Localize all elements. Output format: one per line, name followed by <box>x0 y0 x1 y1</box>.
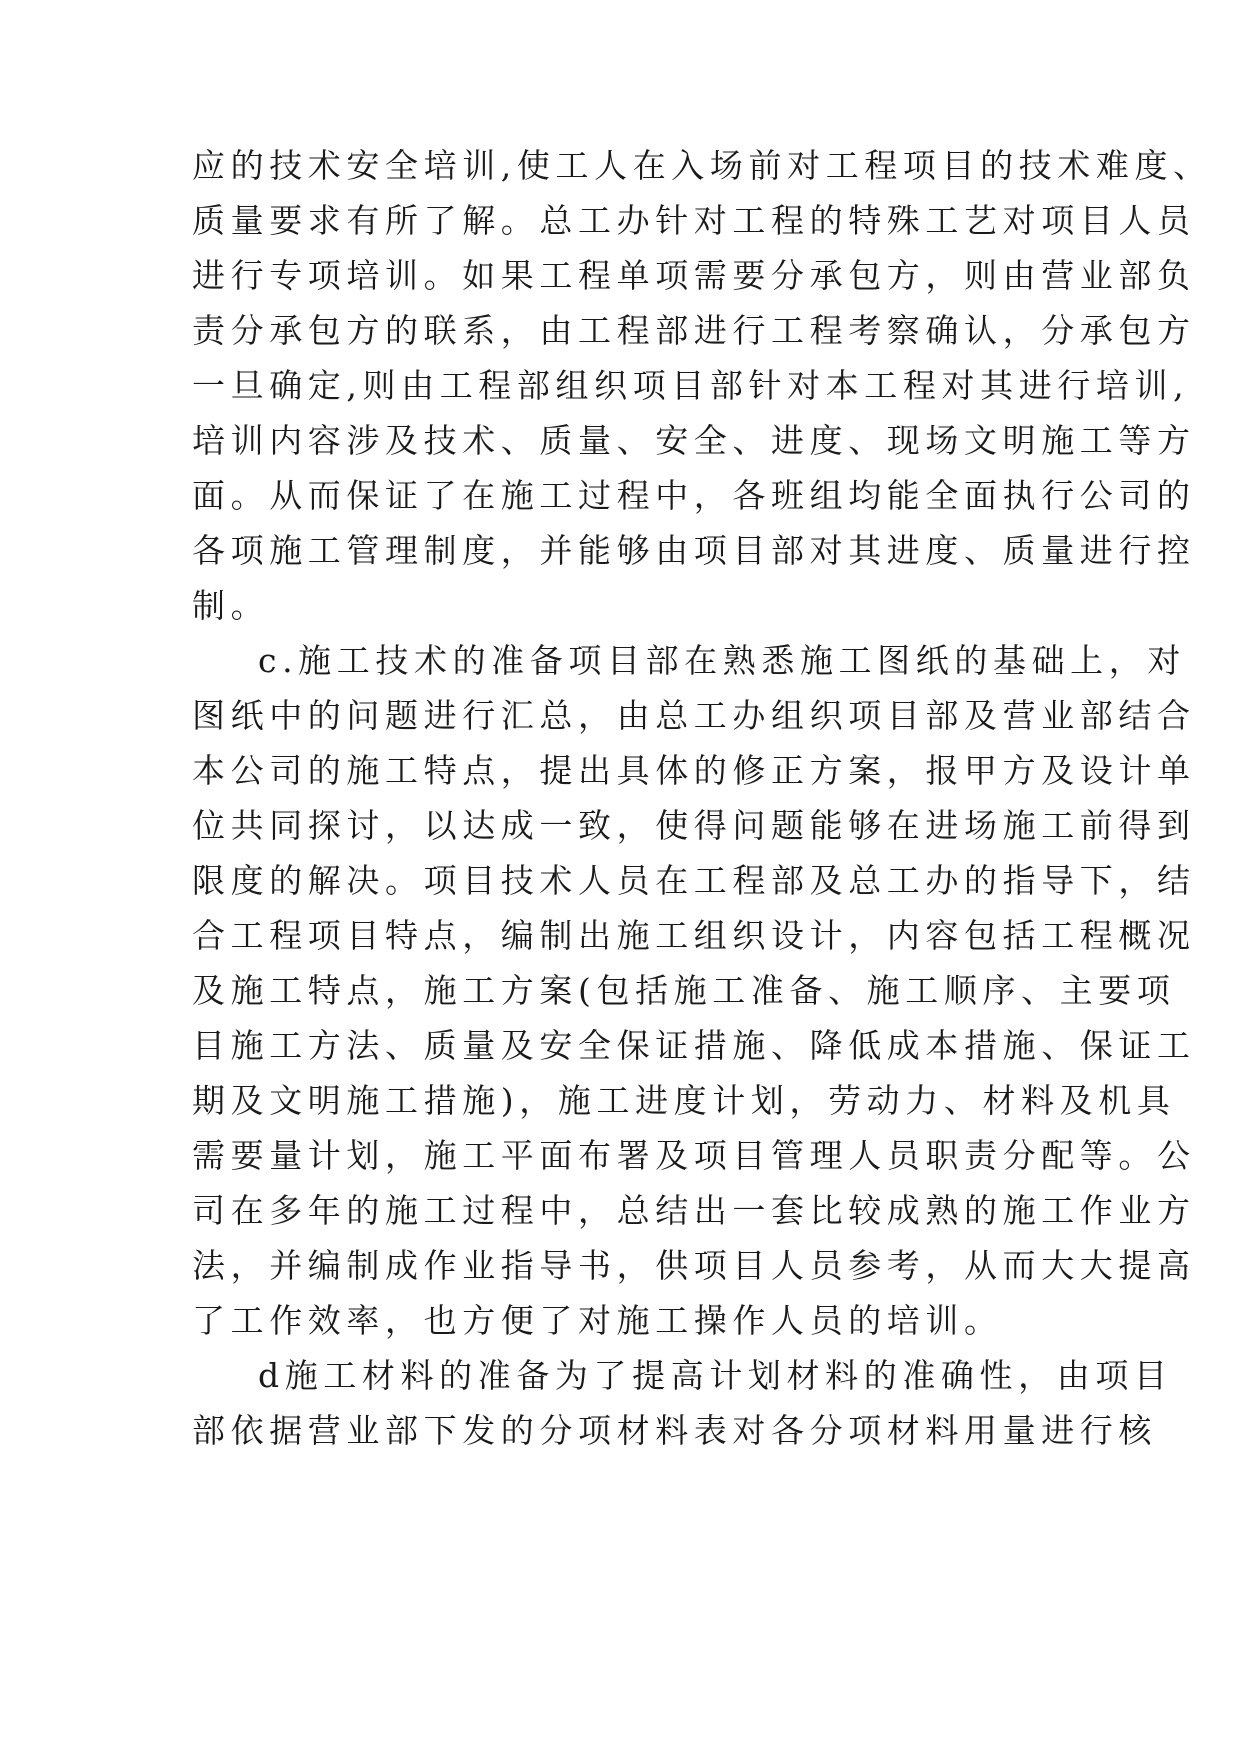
text-line: 制。 <box>192 586 270 625</box>
text-line: 进行专项培训。如果工程单项需要分承包方，则由营业部负 <box>192 256 1196 295</box>
text-line: 司在多年的施工过程中，总结出一套比较成熟的施工作业方 <box>192 1191 1196 1230</box>
text-line: 合工程项目特点，编制出施工组织设计，内容包括工程概况 <box>192 916 1196 955</box>
paragraph-start-line: d施工材料的准备为了提高计划材料的准确性，由项目 <box>258 1356 1173 1395</box>
text-line: 部依据营业部下发的分项材料表对各分项材料用量进行核 <box>192 1411 1157 1450</box>
text-line: 本公司的施工特点，提出具体的修正方案，报甲方及设计单 <box>192 751 1196 790</box>
text-line: 面。从而保证了在施工过程中，各班组均能全面执行公司的 <box>192 476 1196 515</box>
text-line: 各项施工管理制度，并能够由项目部对其进度、质量进行控 <box>192 531 1196 570</box>
text-line: 目施工方法、质量及安全保证措施、降低成本措施、保证工 <box>192 1026 1196 1065</box>
text-line: 需要量计划，施工平面布署及项目管理人员职责分配等。公 <box>192 1136 1196 1175</box>
text-line: 法，并编制成作业指导书，供项目人员参考，从而大大提高 <box>192 1246 1196 1285</box>
text-line: 了工作效率，也方便了对施工操作人员的培训。 <box>192 1301 1003 1340</box>
text-line: 质量要求有所了解。总工办针对工程的特殊工艺对项目人员 <box>192 201 1196 240</box>
text-line: 位共同探讨，以达成一致，使得问题能够在进场施工前得到 <box>192 806 1196 845</box>
text-line: 及施工特点，施工方案(包括施工准备、施工顺序、主要项 <box>192 971 1176 1010</box>
text-line: 应的技术安全培训,使工人在入场前对工程项目的技术难度、 <box>192 146 1212 185</box>
text-line: 一旦确定,则由工程部组织项目部针对本工程对其进行培训, <box>192 366 1190 405</box>
paragraph-start-line: c.施工技术的准备项目部在熟悉施工图纸的基础上，对 <box>258 641 1186 680</box>
text-line: 限度的解决。项目技术人员在工程部及总工办的指导下，结 <box>192 861 1196 900</box>
text-line: 期及文明施工措施)，施工进度计划，劳动力、材料及机具 <box>192 1081 1176 1120</box>
text-line: 图纸中的问题进行汇总，由总工办组织项目部及营业部结合 <box>192 696 1196 735</box>
text-line: 培训内容涉及技术、质量、安全、进度、现场文明施工等方 <box>192 421 1196 460</box>
text-line: 责分承包方的联系，由工程部进行工程考察确认，分承包方 <box>192 311 1196 350</box>
